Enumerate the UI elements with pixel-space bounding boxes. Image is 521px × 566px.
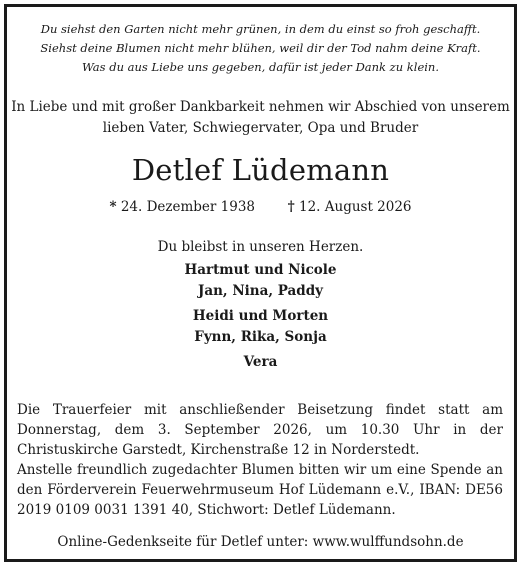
poem-line-1: Du siehst den Garten nicht mehr grünen, in dem du einst so froh geschafft. [40,22,481,36]
poem-line-3: Was du aus Liebe uns gegeben, dafür ist jeder Dank zu klein. [81,60,439,74]
family-group-1-children: Jan, Nina, Paddy [197,283,324,299]
family-group-2-parents: Heidi und Morten [192,308,329,324]
remembrance-line: Du bleibst in unseren Herzen. [157,239,364,255]
online-memorial-link: Online-Gedenkseite für Detlef unter: www.wulffundsohn.de [57,534,464,550]
donation-request: Anstelle freundlich zugedachter Blumen bitten wir um eine Spende an den Förderverein Feuerwehrmuseum Hof Lüdemann e.V., IBAN: DE56 2019 0109 0031 1391 40, Stichwort: Detlef Lüdemann. [17,462,503,518]
family-list [7,260,514,373]
intro-text [7,97,514,139]
family-group-2-children: Fynn, Rika, Sonja [194,329,327,345]
birth-symbol: * [109,199,117,215]
life-dates [7,197,514,217]
intro-line-2: lieben Vater, Schwiegervater, Opa und Bruder [102,120,419,136]
obituary-notice [4,4,517,562]
family-group-1-parents: Hartmut und Nicole [184,262,337,278]
death-symbol: † [287,199,295,215]
deceased-name: Detlef Lüdemann [131,153,390,187]
intro-line-1: In Liebe und mit großer Dankbarkeit nehmen wir Abschied von unserem [11,99,510,115]
poem-line-2: Siehst deine Blumen nicht mehr blühen, weil dir der Tod nahm deine Kraft. [40,41,481,55]
funeral-details: Die Trauerfeier mit anschließender Beisetzung findet statt am Donnerstag, dem 3. September 2026, um 10.30 Uhr in der Christuskirche Garstedt, Kirchenstraße 12 in Norderstedt. [17,402,503,458]
death-date: 12. August 2026 [298,199,412,215]
family-group-3: Vera [243,354,278,370]
poem [7,20,514,77]
birth-date: 24. Dezember 1938 [120,199,256,215]
